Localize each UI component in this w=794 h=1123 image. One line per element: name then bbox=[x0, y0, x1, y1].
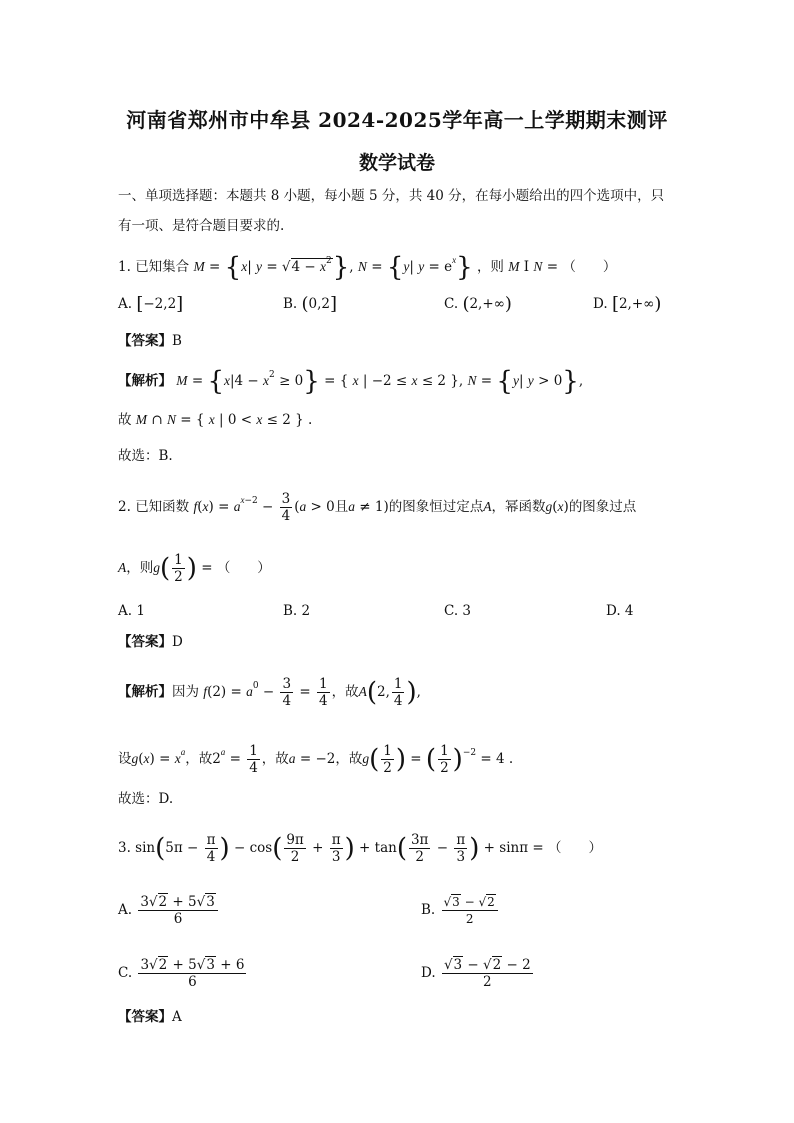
answer-blank: （ ） bbox=[216, 560, 271, 576]
q2-answer: 【答案】D bbox=[118, 634, 183, 650]
question-number: 2. bbox=[118, 499, 131, 515]
q3-option-c: C. $\frac{3√2 + 5√3 + 6}{6}$ bbox=[118, 957, 245, 990]
section-heading-line1: 一、单项选择题：本题共 8 小题，每小题 5 分，共 40 分，在每小题给出的四个选项中，只 bbox=[118, 188, 665, 204]
set-m-formula: M bbox=[193, 259, 205, 274]
q1-analysis: 【解析】 $M = \{x|4 - x^2 \ge 0\}$ = { x | −2 ≤ x ≤ 2 }, N = {y| y > 0}, bbox=[118, 366, 584, 397]
q2-option-a: A. 1 bbox=[118, 603, 145, 619]
q2-option-d: D. 4 bbox=[606, 603, 634, 619]
q1-option-d: D. [2,+∞) bbox=[593, 293, 662, 315]
q1-option-a: A. [−2,2] bbox=[118, 293, 184, 315]
question-1: 1. 已知集合 M = {x| $y = √4 - x^2$}, N = {y| $y = e^x$} ，则 M I N = （ ） bbox=[118, 252, 617, 283]
q1-analysis-cont: 故 M ∩ N = { x | 0 < x ≤ 2 } . bbox=[118, 412, 313, 428]
page-subtitle: 数学试卷 bbox=[358, 152, 435, 174]
question-2: 2. 已知函数 $f(x) = a^{x-2}$ − $\frac{3}{4}$ (a > 0且a ≠ 1)的图象恒过定点A，幂函数g(x)的图象过点 bbox=[118, 491, 637, 524]
q2-choose: 故选：D. bbox=[118, 791, 174, 807]
q1-option-b: B. (0,2] bbox=[283, 293, 338, 315]
q2-analysis-cont: 设$g(x) = x^a$，故$2^a$ = $\frac{1}{4}$ ，故a = −2，故g( $\frac{1}{2}$ ) = ( $\frac{1}{2}$ )$^{-2}$ = 4 . bbox=[118, 743, 514, 776]
section-heading-line2: 有一项、是符合题目要求的. bbox=[118, 218, 285, 234]
page-title: 河南省郑州市中牟县 2024-2025学年高一上学期期末测评 bbox=[126, 108, 668, 132]
q1-choose: 故选：B. bbox=[118, 448, 173, 464]
question-text: ，则 bbox=[476, 259, 504, 275]
answer-blank: （ ） bbox=[547, 840, 602, 856]
q3-option-b: B. $\frac{√3 - √2}{2}$ bbox=[421, 894, 500, 927]
question-number: 3. bbox=[118, 840, 131, 856]
q1-answer: 【答案】B bbox=[118, 333, 182, 349]
question-text: 已知集合 bbox=[135, 259, 190, 275]
q2-option-b: B. 2 bbox=[283, 603, 311, 619]
question-3: 3. sin(5π − $\frac{\pi}{4}$ ) − cos( $\frac{9\pi}{2}$ + $\frac{\pi}{3}$ ) + tan( $\frac{3\pi}{2}$ − $\frac{\pi}{3}$ ) + sinπ = （ ） bbox=[118, 832, 602, 865]
q2-analysis: 【解析】因为 $f(2) = a^0$ − $\frac{3}{4}$ = $\frac{1}{4}$ ，故A(2, $\frac{1}{4}$ ), bbox=[118, 676, 421, 709]
q1-option-c: C. (2,+∞) bbox=[444, 293, 512, 315]
q3-option-a: A. $\frac{3√2 + 5√3}{6}$ bbox=[118, 894, 220, 927]
q3-answer: 【答案】A bbox=[118, 1009, 182, 1025]
question-number: 1. bbox=[118, 259, 131, 275]
q2-option-c: C. 3 bbox=[444, 603, 472, 619]
answer-blank: （ ） bbox=[562, 259, 617, 275]
question-2-cont: A，则g( $\frac{1}{2}$ ) = （ ） bbox=[118, 552, 271, 585]
q3-option-d: D. $\frac{√3 - √2 - 2}{2}$ bbox=[421, 957, 531, 990]
